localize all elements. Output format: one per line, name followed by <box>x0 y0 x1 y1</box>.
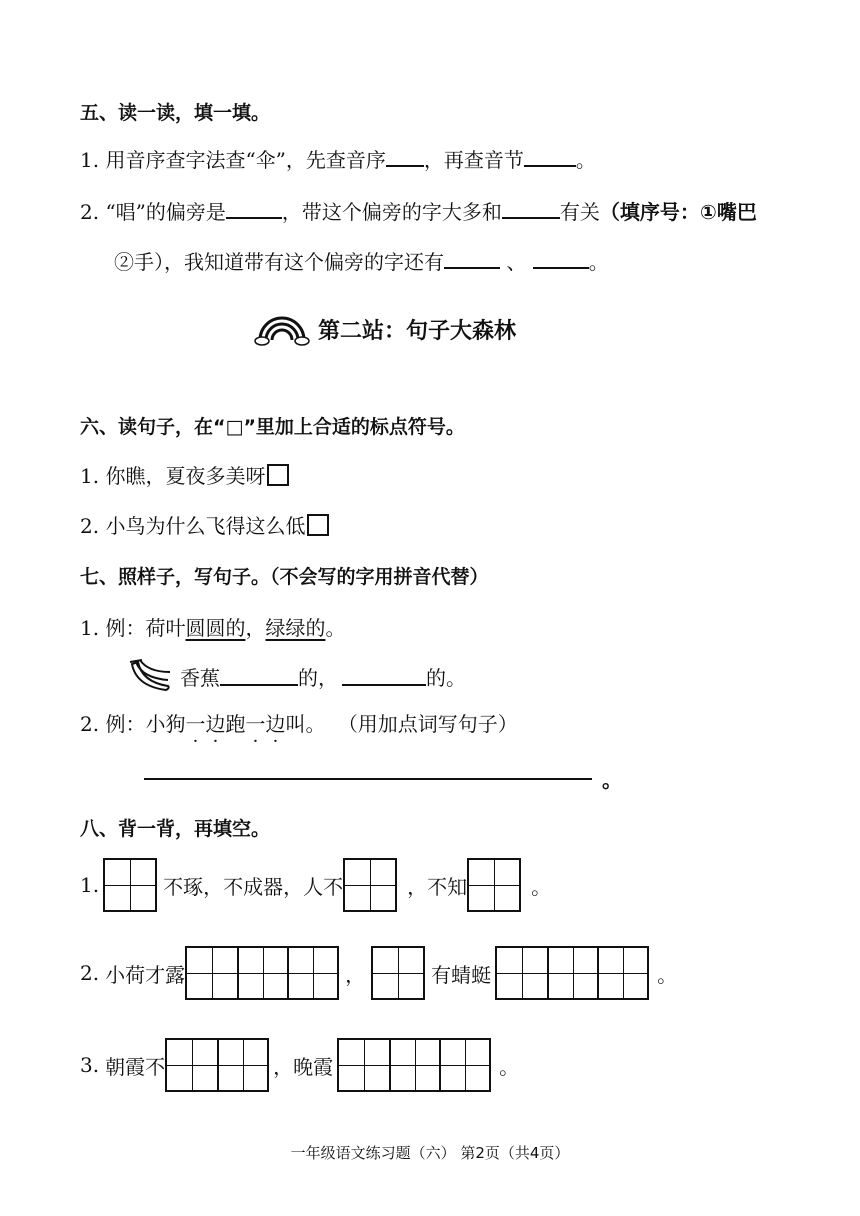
section-6-heading: 六、读句子，在“□”里加上合适的标点符号。 <box>80 416 465 438</box>
s8-q2-grid-2[interactable] <box>371 946 425 1000</box>
s5-q2-line2-text: ②手），我知道带有这个偏旁的字还有 <box>114 250 444 274</box>
s7-q2-answer-end: 。 <box>602 768 622 792</box>
s6-q1-box[interactable] <box>267 464 289 486</box>
s8-q1-grid-1[interactable] <box>103 858 157 912</box>
s7-q2-note: （用加点词写句子） <box>337 712 518 736</box>
s5-q2-blank-3[interactable] <box>444 249 500 269</box>
s5-q2-line1 <box>80 196 757 225</box>
s8-q3-num: 3. <box>80 1053 100 1077</box>
s5-q1-blank-2[interactable] <box>524 147 576 167</box>
s7-q1-fill <box>128 656 466 696</box>
s8-q2-text-c: 有蜻蜓 <box>431 962 492 987</box>
s7-q2-example <box>80 708 518 737</box>
s5-q1-num: 1. <box>80 148 100 172</box>
s6-q2-text: 小鸟为什么飞得这么低 <box>105 514 306 538</box>
s7-q1-num: 1. <box>80 616 100 640</box>
s8-q1 <box>80 858 551 912</box>
s6-q1 <box>80 460 289 489</box>
banana-icon <box>128 656 174 696</box>
s7-q1-fill-c: 的。 <box>426 665 466 690</box>
s8-q1-num: 1. <box>80 873 100 897</box>
s5-q2-text-c: 有关 <box>559 200 600 224</box>
s7-q1-fill-a: 香蕉 <box>180 665 220 690</box>
s6-q2-box[interactable] <box>307 514 329 536</box>
s7-q1-blank-2[interactable] <box>342 666 426 686</box>
s7-q2-dot-4: 边 <box>265 712 286 736</box>
s8-q2-grid-1[interactable] <box>185 946 339 1000</box>
s8-q1-end: 。 <box>531 874 552 899</box>
s8-q3-text-a: 朝霞不 <box>105 1054 166 1079</box>
s8-q2-end: 。 <box>657 962 678 987</box>
station-title-row <box>254 312 516 346</box>
rainbow-icon <box>254 312 310 346</box>
s5-q2-text-d: （填序号：①嘴巴 <box>599 200 757 224</box>
s6-q1-text: 你瞧，夏夜多美呀 <box>105 464 266 488</box>
s7-q2-answer-line[interactable] <box>144 778 592 780</box>
s8-q2-text-b: ， <box>345 962 366 987</box>
s7-q1-example <box>80 612 345 641</box>
s7-q2-dot-1: 一 <box>185 712 206 736</box>
s8-q3-end: 。 <box>499 1054 520 1079</box>
s5-q1 <box>80 144 596 173</box>
s5-q2-end: 。 <box>588 250 609 274</box>
section-7-heading: 七、照样子，写句子。（不会写的字用拼音代替） <box>80 566 489 588</box>
s7-q1-prefix: 例：荷叶 <box>105 616 186 640</box>
s7-q2-num: 2. <box>80 712 100 736</box>
s8-q1-grid-3[interactable] <box>467 858 521 912</box>
s6-q1-num: 1. <box>80 464 100 488</box>
s8-q3-grid-1[interactable] <box>165 1038 269 1092</box>
s7-q2-post: 叫。 <box>285 712 326 736</box>
s5-q2-num: 2. <box>80 200 100 224</box>
s8-q3-grid-2[interactable] <box>337 1038 491 1092</box>
s5-q1-end: 。 <box>575 148 596 172</box>
s7-q1-underlined-2: 绿绿的 <box>265 616 326 640</box>
s8-q1-text-b: ，不知 <box>407 874 468 899</box>
s7-q1-underlined-1: 圆圆的 <box>185 616 246 640</box>
s5-q2-line2 <box>114 246 609 275</box>
s5-q1-text-b: ，再查音节 <box>423 148 524 172</box>
s8-q2-text-a: 小荷才露 <box>105 962 186 987</box>
s7-q2-dot-2: 边 <box>205 712 226 736</box>
page-footer: 一年级语文练习题（六） 第2页（共4页） <box>290 1144 570 1162</box>
s7-q1-blank-1[interactable] <box>220 666 298 686</box>
s7-q2-dot-3: 一 <box>245 712 266 736</box>
s5-q2-blank-1[interactable] <box>226 199 282 219</box>
s8-q3-text-b: ，晚霞 <box>273 1054 334 1079</box>
s5-q2-text-a: “唱”的偏旁是 <box>105 200 226 224</box>
s8-q1-text-a: 不琢，不成器，人不 <box>163 874 344 899</box>
s5-q1-text-a: 用音序查字法查“伞”，先查音序 <box>105 148 386 172</box>
s8-q2-grid-3[interactable] <box>495 946 649 1000</box>
s7-q1-mid: ， <box>245 616 266 640</box>
s6-q2 <box>80 510 329 539</box>
s8-q2 <box>80 946 677 1000</box>
s5-q2-text-b: ，带这个偏旁的字大多和 <box>281 200 502 224</box>
s7-q1-fill-b: 的， <box>298 665 338 690</box>
s7-q2-pre: 例：小狗 <box>105 712 186 736</box>
s7-q1-end: 。 <box>325 616 346 640</box>
s8-q3 <box>80 1038 519 1092</box>
s8-q2-num: 2. <box>80 961 100 985</box>
s7-q2-mid: 跑 <box>225 712 246 736</box>
section-8-heading: 八、背一背，再填空。 <box>80 818 271 840</box>
station-title: 第二站：句子大森林 <box>318 318 517 344</box>
s8-q1-grid-2[interactable] <box>343 858 397 912</box>
s5-q1-blank-1[interactable] <box>386 147 424 167</box>
s5-q2-blank-4[interactable] <box>533 249 589 269</box>
section-5-heading: 五、读一读，填一填。 <box>80 102 271 124</box>
s5-q2-sep: 、 <box>506 250 527 274</box>
s6-q2-num: 2. <box>80 514 100 538</box>
s5-q2-blank-2[interactable] <box>502 199 560 219</box>
